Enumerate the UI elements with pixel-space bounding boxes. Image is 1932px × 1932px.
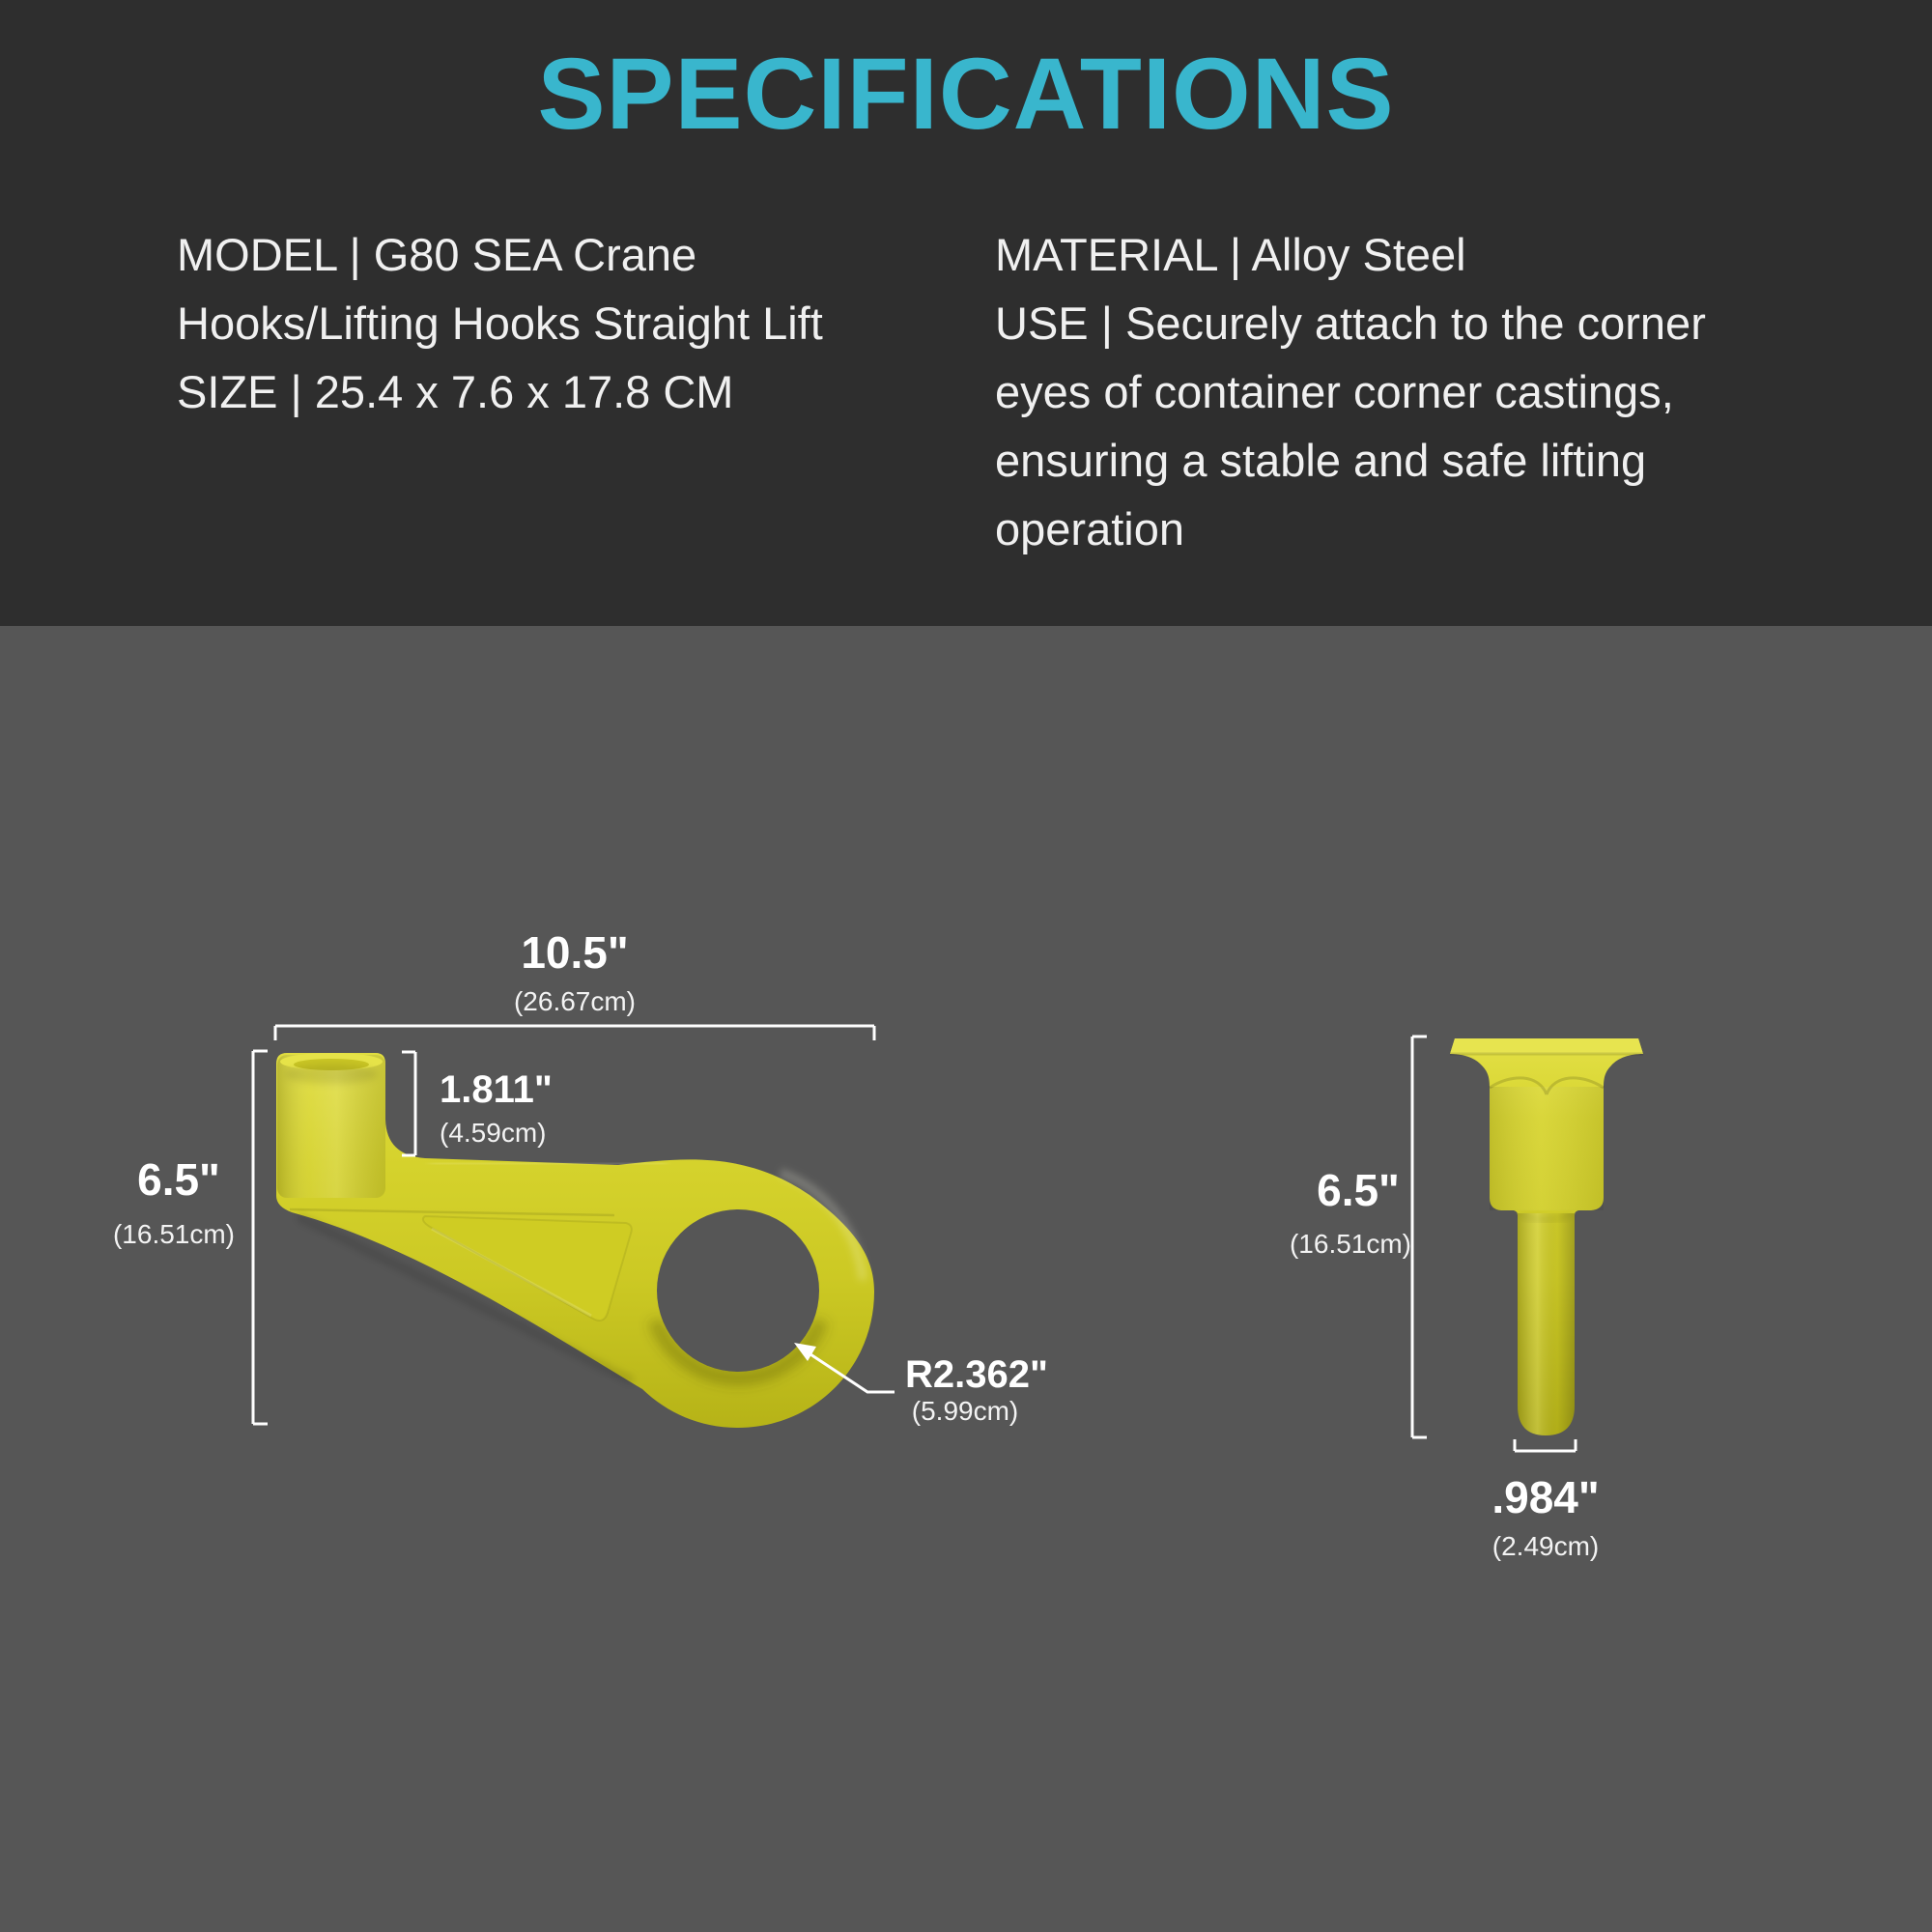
hook-side-view: [276, 1053, 874, 1428]
spec-line: eyes of container corner castings,: [995, 366, 1674, 417]
pipe-bore-shadow: [285, 1065, 378, 1084]
dim-height-value: 6.5": [137, 1154, 220, 1205]
dim-height-metric: (16.51cm): [112, 1219, 236, 1249]
dim-radius-value: R2.362": [905, 1353, 1048, 1396]
hook-eye-hole: [657, 1209, 819, 1372]
page-title: SPECIFICATIONS: [537, 38, 1395, 151]
spec-line: USE | Securely attach to the corner: [995, 298, 1706, 349]
spec-line: MODEL | G80 SEA Crane: [177, 229, 697, 280]
dim-neck-value: 1.811": [440, 1068, 553, 1111]
spec-line: ensuring a stable and safe lifting: [995, 435, 1647, 486]
pin-shaft-shading: [1518, 1213, 1575, 1435]
hook-front-view: [1450, 1038, 1643, 1435]
arm-top-highlight: [430, 1163, 667, 1164]
spec-line: SIZE | 25.4 x 7.6 x 17.8 CM: [177, 366, 734, 417]
dim-radius-metric: (5.99cm): [911, 1396, 1019, 1426]
dim-width-line: [275, 1026, 874, 1040]
dim-width-value: 10.5": [521, 927, 629, 978]
dim-neck-metric: (4.59cm): [440, 1118, 547, 1148]
dim-height-line: [253, 1051, 268, 1424]
spec-line: MATERIAL | Alloy Steel: [995, 229, 1466, 280]
dim-pin-width-metric: (2.49cm): [1492, 1531, 1600, 1561]
pin-cap-top-face: [1450, 1038, 1643, 1054]
dim-pin-height-line: [1412, 1037, 1427, 1437]
dim-width-metric: (26.67cm): [513, 986, 637, 1016]
spec-line: Hooks/Lifting Hooks Straight Lift: [177, 298, 823, 349]
pin-column-shading: [1490, 1087, 1604, 1210]
dim-neck-bracket: [402, 1052, 415, 1155]
dim-pin-height-value: 6.5": [1317, 1165, 1400, 1215]
dim-pin-height-metric: (16.51cm): [1289, 1229, 1412, 1259]
dim-pin-width-bracket: [1515, 1439, 1576, 1451]
spec-line: operation: [995, 503, 1184, 554]
dim-pin-width-value: .984": [1492, 1472, 1600, 1522]
